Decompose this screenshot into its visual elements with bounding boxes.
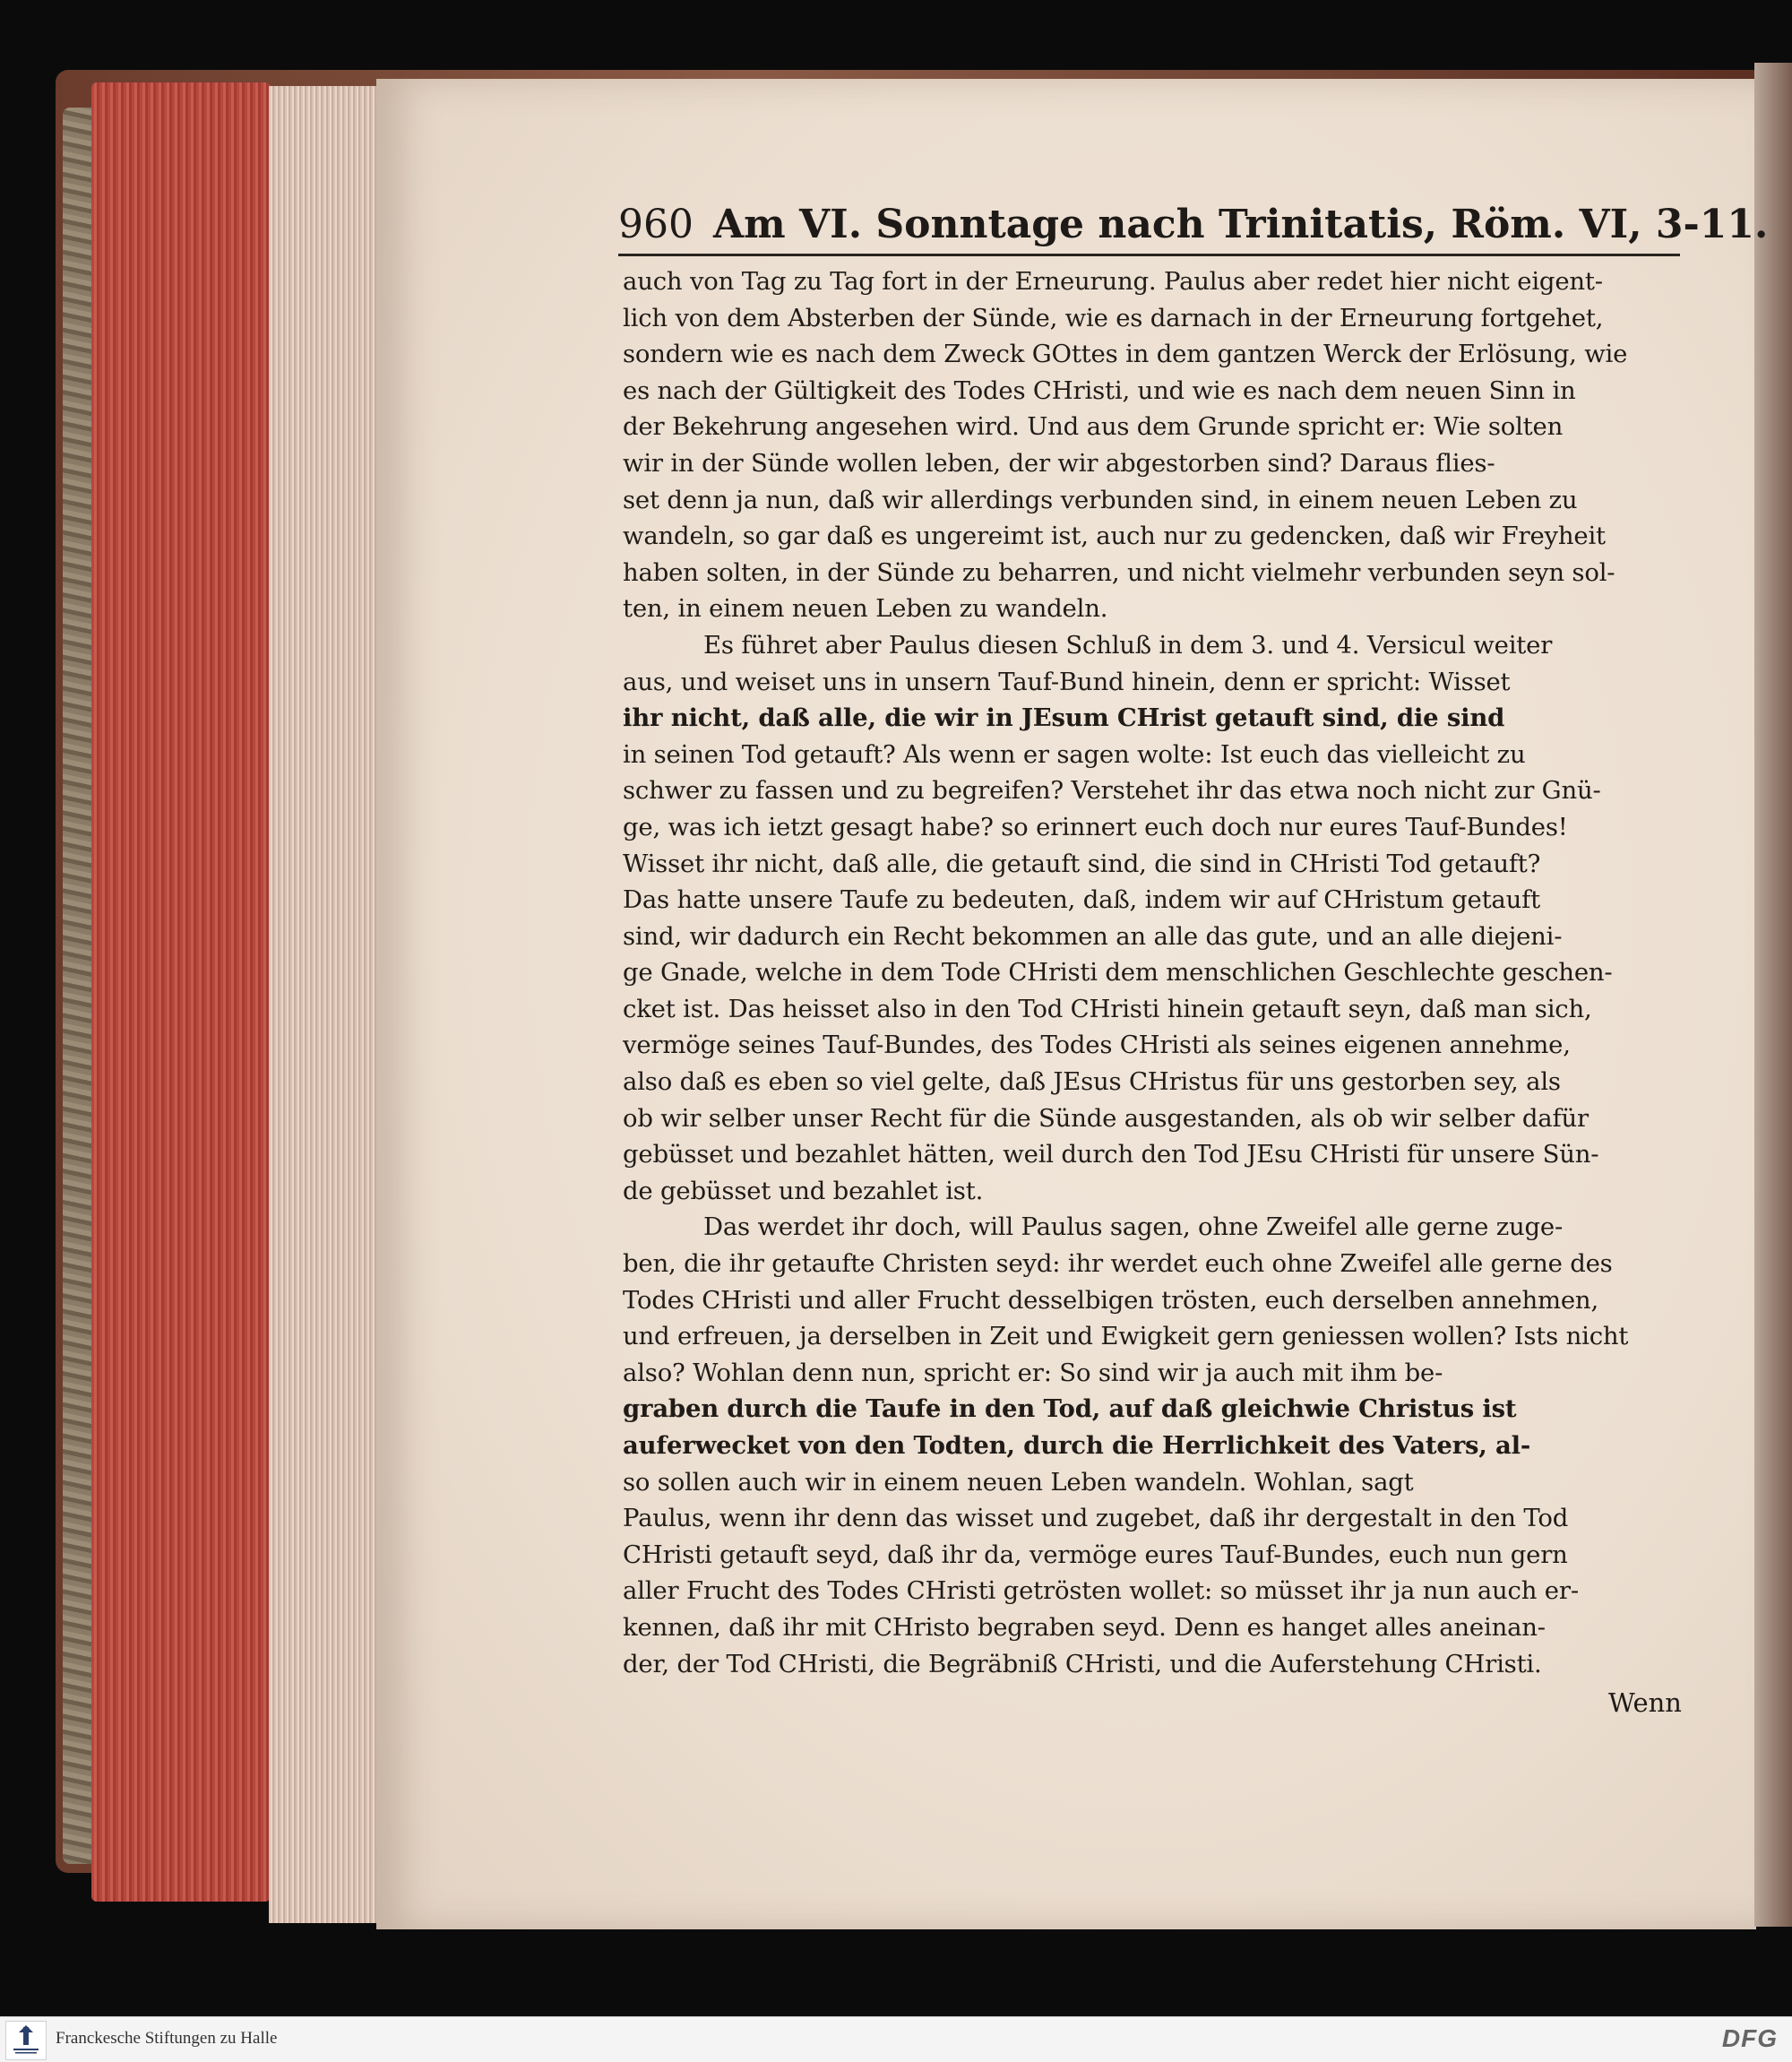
header-rule xyxy=(618,254,1680,256)
text-line: Es führet aber Paulus diesen Schluß in dem 3. und 4. Versicul weiter xyxy=(703,630,1553,660)
text-line: Das werdet ihr doch, will Paulus sagen, ohne Zweifel alle gerne zuge- xyxy=(703,1212,1564,1242)
text-line: schwer zu fassen und zu begreifen? Verstehet ihr das etwa noch nicht zur Gnü- xyxy=(623,776,1601,806)
text-line: also daß es eben so viel gelte, daß JEsus CHristus für uns gestorben sey, als xyxy=(623,1067,1561,1097)
right-book-edge xyxy=(1754,63,1792,1927)
text-line: ob wir selber unser Recht für die Sünde ausgestanden, als ob wir selber dafür xyxy=(623,1103,1589,1133)
text-line: Wisset ihr nicht, daß alle, die getauft sind, die sind in CHristi Tod getauft? xyxy=(623,849,1541,878)
text-line: ge Gnade, welche in dem Tode CHristi dem menschlichen Geschlechte geschen- xyxy=(623,958,1613,988)
text-line: aus, und weiset uns in unsern Tauf-Bund hinein, denn er spricht: Wisset xyxy=(623,667,1511,696)
text-line: der Bekehrung angesehen wird. Und aus dem Grunde spricht er: Wie solten xyxy=(623,412,1564,442)
text-line: so sollen auch wir in einem neuen Leben wandeln. Wohlan, sagt xyxy=(623,1467,1414,1497)
text-line: gebüsset und bezahlet hätten, weil durch den Tod JEsu CHristi für unsere Sün- xyxy=(623,1140,1599,1169)
text-line: vermöge seines Tauf-Bundes, des Todes CHristi als seines eigenen annehme, xyxy=(623,1031,1571,1060)
running-header xyxy=(618,202,1769,254)
text-line: Todes CHristi und aller Frucht desselbigen trösten, euch derselben annehmen, xyxy=(623,1285,1598,1315)
text-line: also? Wohlan denn nun, spricht er: So sind wir ja auch mit ihm be- xyxy=(623,1358,1443,1387)
text-line: de gebüsset und bezahlet ist. xyxy=(623,1176,984,1205)
text-line: wir in der Sünde wollen leben, der wir abgestorben sind? Daraus flies- xyxy=(623,448,1495,478)
text-line: Paulus, wenn ihr denn das wisset und zugebet, daß ihr dergestalt in den Tod xyxy=(623,1504,1569,1533)
red-page-edges xyxy=(91,82,271,1902)
text-line: ihr nicht, daß alle, die wir in JEsum CHrist getauft sind, die sind xyxy=(623,703,1505,733)
text-line: auferwecket von den Todten, durch die Herrlichkeit des Vaters, al- xyxy=(623,1431,1531,1460)
viewer-footer xyxy=(0,2016,1792,2062)
text-line: set denn ja nun, daß wir allerdings verbunden sind, in einem neuen Leben zu xyxy=(623,485,1578,514)
text-line: es nach der Gültigkeit des Todes CHristi, und wie es nach dem neuen Sinn in xyxy=(623,375,1576,405)
page-number: 960 xyxy=(618,202,694,247)
text-line: aller Frucht des Todes CHristi getrösten wollet: so müsset ihr ja nun auch er- xyxy=(623,1576,1579,1606)
running-title: Am VI. Sonntage nach Trinitatis, Röm. VI, 3-11. xyxy=(712,202,1769,247)
text-line: wandeln, so gar daß es ungereimt ist, auch nur zu gedencken, daß wir Freyheit xyxy=(623,522,1606,551)
text-line: lich von dem Absterben der Sünde, wie es darnach in der Erneurung fortgehet, xyxy=(623,303,1604,332)
text-line: cket ist. Das heisset also in den Tod CHristi hinein getauft seyn, daß man sich, xyxy=(623,994,1592,1023)
catchword: Wenn xyxy=(1608,1687,1682,1718)
text-line: kennen, daß ihr mit CHristo begraben seyd. Denn es hanget alles aneinan- xyxy=(623,1612,1546,1642)
dfg-logo[interactable]: DFG xyxy=(1721,2024,1778,2052)
institution-name: Franckesche Stiftungen zu Halle xyxy=(56,2029,278,2048)
text-line: ge, was ich ietzt gesagt habe? so erinnert euch doch nur eures Tauf-Bundes! xyxy=(623,812,1568,841)
text-line: graben durch die Taufe in den Tod, auf daß gleichwie Christus ist xyxy=(623,1394,1517,1424)
text-line: CHristi getauft seyd, daß ihr da, vermöge eures Tauf-Bundes, euch nun gern xyxy=(623,1540,1568,1569)
institution-logo-icon[interactable] xyxy=(5,2021,47,2060)
text-line: ten, in einem neuen Leben zu wandeln. xyxy=(623,594,1108,624)
text-line: auch von Tag zu Tag fort in der Erneurung. Paulus aber redet hier nicht eigent- xyxy=(623,267,1603,296)
text-line: Das hatte unsere Taufe zu bedeuten, daß, indem wir auf CHristum getauft xyxy=(623,885,1540,915)
text-line: der, der Tod CHristi, die Begräbniß CHristi, und die Auferstehung CHristi. xyxy=(623,1649,1542,1678)
text-line: haben solten, in der Sünde zu beharren, und nicht vielmehr verbunden seyn sol- xyxy=(623,557,1615,587)
text-line: in seinen Tod getauft? Als wenn er sagen wolte: Ist euch das vielleicht zu xyxy=(623,739,1526,769)
text-line: ben, die ihr getaufte Christen seyd: ihr werdet euch ohne Zweifel alle gerne des xyxy=(623,1249,1613,1279)
text-line: sind, wir dadurch ein Recht bekommen an alle das gute, und an alle diejeni- xyxy=(623,921,1563,951)
text-line: sondern wie es nach dem Zweck GOttes in dem gantzen Werck der Erlösung, wie xyxy=(623,340,1628,369)
page-stack xyxy=(269,86,394,1923)
text-line: und erfreuen, ja derselben in Zeit und Ewigkeit gern geniessen wollen? Ists nicht xyxy=(623,1322,1629,1351)
body-text xyxy=(623,263,1702,1682)
